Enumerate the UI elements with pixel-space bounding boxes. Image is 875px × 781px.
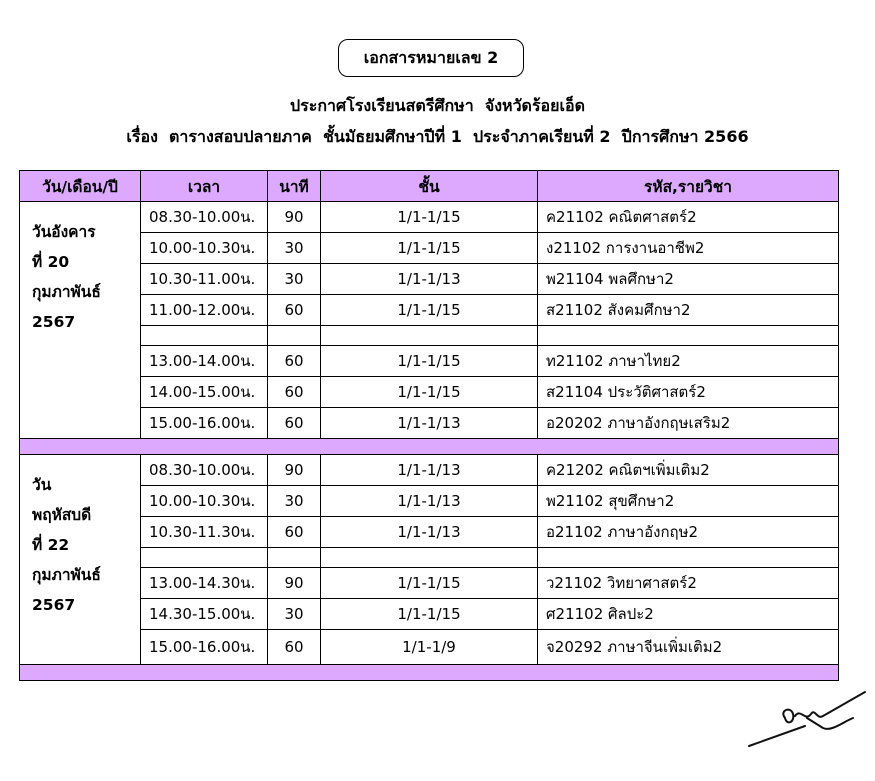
time-cell: 11.00-12.00น. [141,295,268,326]
time-cell: 13.00-14.00น. [141,346,268,377]
minutes-cell: 90 [268,202,321,233]
time-cell: 15.00-16.00น. [141,630,268,665]
empty-cell [538,548,839,568]
class-cell: 1/1-1/9 [321,630,538,665]
time-cell: 15.00-16.00น. [141,408,268,439]
subject-cell: ค21202 คณิตฯเพิ่มเติม2 [538,455,839,486]
empty-cell [268,548,321,568]
class-cell: 1/1-1/13 [321,264,538,295]
empty-cell [141,326,268,346]
table-row [20,377,839,408]
class-cell: 1/1-1/13 [321,408,538,439]
subject-cell: พ21104 พลศึกษา2 [538,264,839,295]
table-row [20,599,839,630]
day-label-line: กุมภาพันธ์ [32,566,101,584]
subject-cell: ท21102 ภาษาไทย2 [538,346,839,377]
subject-cell: ง21102 การงานอาชีพ2 [538,233,839,264]
signature-image [745,688,867,752]
class-cell: 1/1-1/13 [321,517,538,548]
announcement-heading: ประกาศโรงเรียนสตรีศึกษา จังหวัดร้อยเอ็ด [290,96,585,115]
subject-cell: ส21102 สังคมศึกษา2 [538,295,839,326]
separator-cell [20,439,839,455]
subject-cell: อ20202 ภาษาอังกฤษเสริม2 [538,408,839,439]
minutes-cell: 90 [268,568,321,599]
class-cell: 1/1-1/15 [321,233,538,264]
header-subject: รหัส,รายวิชา [538,171,839,202]
day-label-line: 2567 [32,313,76,331]
time-cell: 10.00-10.30น. [141,233,268,264]
time-cell: 14.00-15.00น. [141,377,268,408]
class-cell: 1/1-1/15 [321,346,538,377]
day-label-line: พฤหัสบดี [32,506,92,524]
table-header-row [20,171,839,202]
day-label-line: 2567 [32,596,76,614]
day-cell-tuesday [20,202,141,439]
time-cell: 10.00-10.30น. [141,486,268,517]
header-minutes: นาที [268,171,321,202]
time-cell: 14.30-15.00น. [141,599,268,630]
header-class: ชั้น [321,171,538,202]
table-row [20,264,839,295]
table-row [20,408,839,439]
minutes-cell: 30 [268,599,321,630]
table-row [20,486,839,517]
day-label-line: วันอังคาร [32,223,96,241]
empty-cell [321,548,538,568]
empty-cell [141,548,268,568]
subject-cell: ส21104 ประวัติศาสตร์2 [538,377,839,408]
table-row [20,517,839,548]
table-row [20,346,839,377]
minutes-cell: 60 [268,377,321,408]
day-label-line: ที่ 22 [32,536,70,554]
class-cell: 1/1-1/13 [321,455,538,486]
minutes-cell: 60 [268,295,321,326]
class-cell: 1/1-1/15 [321,599,538,630]
header-date: วัน/เดือน/ปี [20,171,141,202]
table-row [20,630,839,665]
minutes-cell: 90 [268,455,321,486]
time-cell: 13.00-14.30น. [141,568,268,599]
subject-cell: จ20292 ภาษาจีนเพิ่มเติม2 [538,630,839,665]
day-cell-thursday [20,455,141,665]
day-label-line: วัน [32,476,52,494]
minutes-cell: 30 [268,486,321,517]
class-cell: 1/1-1/13 [321,486,538,517]
subject-cell: ศ21102 ศิลปะ2 [538,599,839,630]
subject-cell: พ21102 สุขศึกษา2 [538,486,839,517]
time-cell: 08.30-10.00น. [141,455,268,486]
day-separator-row [20,665,839,681]
minutes-cell: 60 [268,630,321,665]
class-cell: 1/1-1/15 [321,568,538,599]
time-cell: 10.30-11.00น. [141,264,268,295]
minutes-cell: 60 [268,408,321,439]
minutes-cell: 60 [268,346,321,377]
subject-cell: ค21102 คณิตศาสตร์2 [538,202,839,233]
empty-cell [321,326,538,346]
minutes-cell: 30 [268,233,321,264]
subject-cell: อ21102 ภาษาอังกฤษ2 [538,517,839,548]
empty-cell [268,326,321,346]
table-row [20,295,839,326]
day-label-line: ที่ 20 [32,253,70,271]
lunch-gap-row [20,548,839,568]
subject-cell: ว21102 วิทยาศาสตร์2 [538,568,839,599]
header-time: เวลา [141,171,268,202]
minutes-cell: 30 [268,264,321,295]
day-separator-row [20,439,839,455]
minutes-cell: 60 [268,517,321,548]
lunch-gap-row [20,326,839,346]
table-row [20,202,839,233]
day-label-line: กุมภาพันธ์ [32,283,101,301]
class-cell: 1/1-1/15 [321,377,538,408]
document-number-label: เอกสารหมายเลข 2 [338,39,524,77]
time-cell: 08.30-10.00น. [141,202,268,233]
separator-cell [20,665,839,681]
empty-cell [538,326,839,346]
class-cell: 1/1-1/15 [321,295,538,326]
table-row [20,233,839,264]
table-row [20,455,839,486]
time-cell: 10.30-11.30น. [141,517,268,548]
exam-schedule-table [19,170,839,681]
announcement-subject: เรื่อง ตารางสอบปลายภาค ชั้นมัธยมศึกษาปีที่ 1 ประจำภาคเรียนที่ 2 ปีการศึกษา 2566 [126,127,749,146]
table-row [20,568,839,599]
class-cell: 1/1-1/15 [321,202,538,233]
